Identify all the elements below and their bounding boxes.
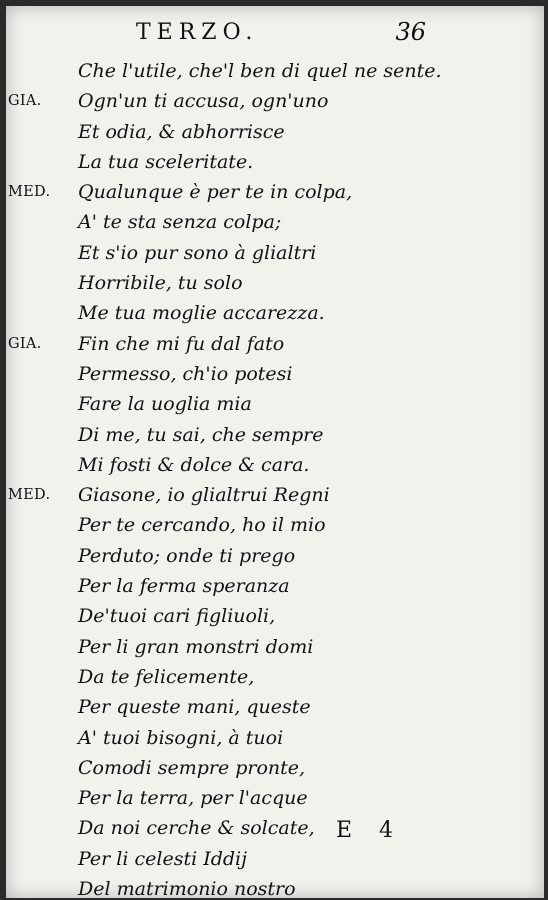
verse-line bbox=[6, 177, 544, 207]
verse-line bbox=[6, 601, 544, 631]
verse-line-text: A' te sta senza colpa; bbox=[78, 211, 282, 234]
verse-line bbox=[6, 723, 544, 753]
verse-line bbox=[6, 692, 544, 722]
running-header bbox=[136, 20, 436, 54]
speaker-label: MED. bbox=[8, 487, 51, 504]
verse-line-text: Per li gran monstri domi bbox=[78, 635, 314, 658]
verse-line-text: Et odia, & abhorrisce bbox=[78, 120, 285, 143]
verse-line bbox=[6, 783, 544, 813]
page-number: 36 bbox=[395, 18, 426, 46]
verse-line bbox=[6, 86, 544, 116]
verse-line-text: De'tuoi cari figliuoli, bbox=[78, 605, 276, 628]
verse-line bbox=[6, 844, 544, 874]
verse-line-text: Ogn'un ti accusa, ogn'uno bbox=[78, 90, 329, 113]
verse-line bbox=[6, 813, 544, 843]
verse-line bbox=[6, 298, 544, 328]
verse-line-text: Perduto; onde ti prego bbox=[78, 544, 296, 567]
verse-line-text: Del matrimonio nostro bbox=[78, 878, 296, 898]
verse-line-text: Fin che mi fu dal fato bbox=[78, 332, 285, 355]
verse-line-text: Per queste mani, queste bbox=[78, 696, 311, 719]
verse-line bbox=[6, 450, 544, 480]
signature-mark: E 4 bbox=[336, 818, 404, 843]
verse-line-text: Di me, tu sai, che sempre bbox=[78, 423, 324, 446]
verse-line-text: Et s'io pur sono à glialtri bbox=[78, 241, 317, 264]
speaker-label: GIA. bbox=[8, 335, 42, 352]
verse-line-text: Da noi cerche & solcate, bbox=[78, 817, 315, 840]
verse-line bbox=[6, 147, 544, 177]
speaker-label: MED. bbox=[8, 184, 51, 201]
verse-line bbox=[6, 389, 544, 419]
speaker-label: GIA. bbox=[8, 93, 42, 110]
verse-line bbox=[6, 359, 544, 389]
verse-line bbox=[6, 329, 544, 359]
verse-line-text: La tua sceleritate. bbox=[78, 150, 254, 173]
verse-line bbox=[6, 541, 544, 571]
verse-line bbox=[6, 56, 544, 86]
verse-line bbox=[6, 480, 544, 510]
verse-line bbox=[6, 420, 544, 450]
verse-line-text: Qualunque è per te in colpa, bbox=[78, 181, 353, 204]
verse-text bbox=[6, 56, 544, 898]
verse-line-text: A' tuoi bisogni, à tuoi bbox=[78, 726, 284, 749]
verse-line-text: Per li celesti Iddij bbox=[78, 847, 247, 870]
verse-line bbox=[6, 874, 544, 898]
verse-line-text: Comodi sempre pronte, bbox=[78, 756, 306, 779]
verse-line bbox=[6, 510, 544, 540]
verse-line bbox=[6, 238, 544, 268]
verse-line-text: Per te cercando, ho il mio bbox=[78, 514, 326, 537]
verse-line-text: Horribile, tu solo bbox=[78, 272, 243, 295]
verse-line-text: Che l'utile, che'l ben di quel ne sente. bbox=[78, 60, 442, 82]
verse-line bbox=[6, 117, 544, 147]
verse-line-text: Per la terra, per l'acque bbox=[78, 787, 308, 810]
verse-line-text: Per la ferma speranza bbox=[78, 575, 290, 598]
verse-line-text: Fare la uoglia mia bbox=[78, 393, 252, 416]
book-page bbox=[6, 6, 544, 898]
verse-line bbox=[6, 571, 544, 601]
running-title: TERZO. bbox=[136, 20, 259, 45]
verse-line bbox=[6, 662, 544, 692]
verse-line bbox=[6, 268, 544, 298]
verse-line-text: Mi fosti & dolce & cara. bbox=[78, 453, 310, 476]
verse-line-text: Permesso, ch'io potesi bbox=[78, 362, 293, 385]
verse-line bbox=[6, 632, 544, 662]
verse-line bbox=[6, 753, 544, 783]
verse-line-text: Da te felicemente, bbox=[78, 665, 255, 688]
verse-line-text: Giasone, io glialtrui Regni bbox=[78, 484, 330, 507]
verse-line bbox=[6, 207, 544, 237]
verse-line-text: Me tua moglie accarezza. bbox=[78, 302, 325, 325]
